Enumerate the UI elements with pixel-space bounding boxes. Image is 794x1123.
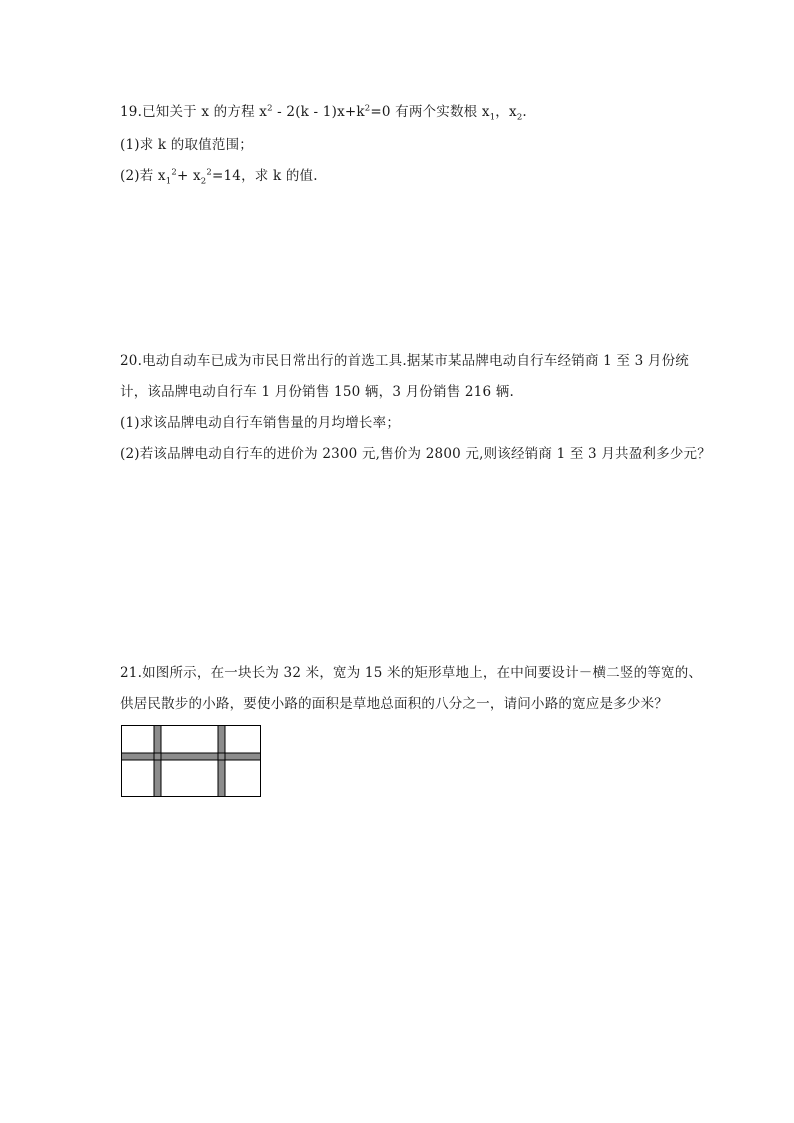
q19-stem-part: - 2(k - 1)x+k (272, 104, 365, 120)
q20-stem-line-1: 20.电动自动车已成为市民日常出行的首选工具.据某市某品牌电动自行车经销商 1 至 3 月份统 (120, 353, 690, 369)
vertical-path-right (218, 725, 225, 797)
q19-part-2 (120, 167, 318, 185)
q19-stem-part: ，x (495, 104, 517, 120)
q19-part-2-text: (2)若 x (120, 168, 166, 184)
lawn-path-figure (121, 725, 261, 797)
superscript: 2 (267, 103, 273, 114)
subscript: 2 (200, 176, 207, 187)
q19-part-2-text: + x (176, 168, 201, 184)
q20-part-2: (2)若该品牌电动自行车的进价为 2300 元,售价为 2800 元,则该经销商 1 至 3 月共盈利多少元？ (120, 446, 711, 462)
lawn-diagram (121, 725, 261, 797)
q19-part-1: (1)求 k 的取值范围； (120, 137, 253, 153)
q19-stem (120, 103, 527, 121)
subscript: 1 (165, 176, 172, 187)
q20-part-1: (1)求该品牌电动自行车销售量的月均增长率； (120, 415, 401, 431)
q20-stem-line-2: 计，该品牌电动自行车 1 月份销售 150 辆，3 月份销售 216 辆. (120, 384, 514, 400)
q19-stem-part: . (522, 104, 527, 120)
superscript: 2 (171, 167, 177, 178)
horizontal-path (121, 753, 261, 760)
subscript: 2 (516, 112, 523, 123)
q19-stem-part: =0 有两个实数根 x (370, 104, 490, 120)
vertical-path-left (154, 725, 161, 797)
superscript: 2 (206, 167, 212, 178)
subscript: 1 (489, 112, 496, 123)
q19-stem-part: 19.已知关于 x 的方程 x (120, 104, 268, 120)
q21-stem-line-2: 供居民散步的小路，要使小路的面积是草地总面积的八分之一，请问小路的宽应是多少米？ (120, 696, 668, 712)
superscript: 2 (364, 103, 371, 114)
q19-part-2-text: =14，求 k 的值. (212, 168, 318, 184)
q21-stem-line-1: 21.如图所示，在一块长为 32 米，宽为 15 米的矩形草地上，在中间要设计－横二竖的等宽的、 (120, 665, 703, 681)
lawn-border (122, 726, 261, 797)
